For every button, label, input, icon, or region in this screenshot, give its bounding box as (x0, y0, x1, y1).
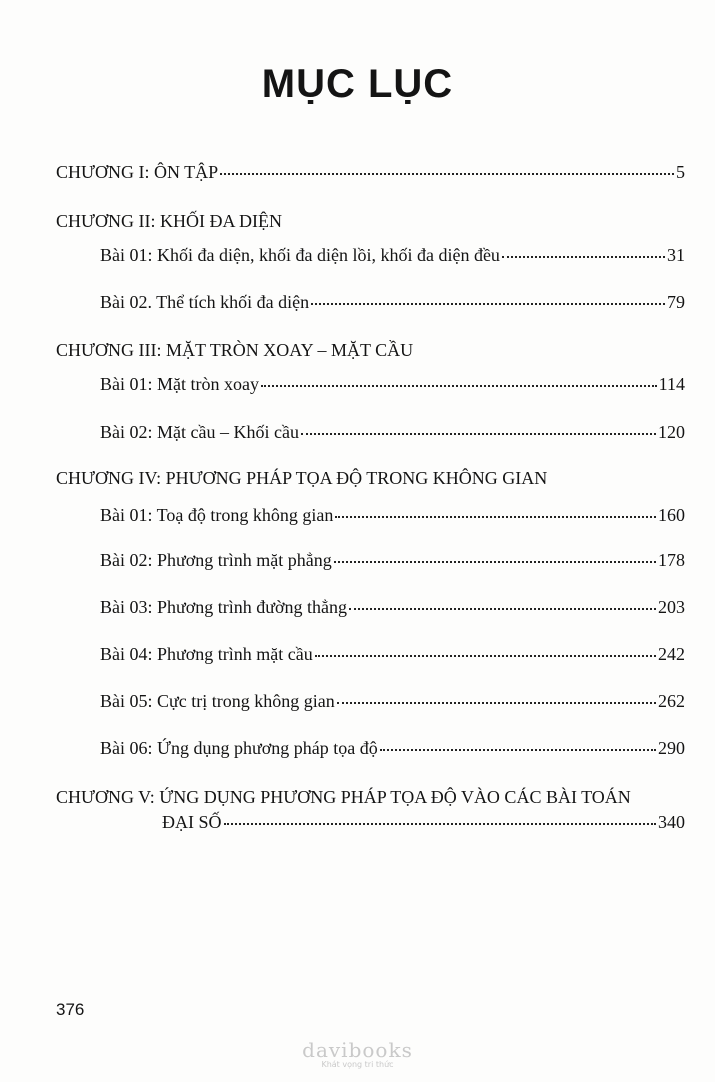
toc-entry-ch4-lesson-3 (100, 597, 685, 618)
toc-entry-ch3-lesson-2 (100, 422, 685, 443)
toc-entry-ch4-lesson-6 (100, 738, 685, 759)
toc-entry-page: 5 (676, 162, 685, 182)
dot-leader (301, 433, 656, 435)
toc-entry-chapter-5-continuation (162, 812, 685, 833)
dot-leader (220, 173, 674, 175)
toc-entry-label: ĐẠI SỐ (162, 812, 222, 832)
toc-entry-label: Bài 02: Phương trình mặt phẳng (100, 550, 332, 570)
dot-leader (311, 303, 665, 305)
toc-entry-page: 114 (658, 374, 685, 394)
toc-entry-label: Bài 01: Mặt tròn xoay (100, 374, 259, 394)
toc-entry-page: 120 (658, 422, 685, 442)
page-number: 376 (56, 1000, 85, 1019)
dot-leader (315, 655, 656, 657)
toc-entry-ch2-lesson-2 (100, 292, 685, 313)
dot-leader (380, 749, 656, 751)
chapter-4-heading: CHƯƠNG IV: PHƯƠNG PHÁP TỌA ĐỘ TRONG KHÔNG GIAN (56, 468, 548, 488)
dot-leader (334, 561, 656, 563)
watermark-tagline: Khát vọng tri thức (321, 1060, 394, 1069)
toc-entry-page: 203 (658, 597, 685, 617)
dot-leader (224, 823, 656, 825)
toc-entry-page: 242 (658, 644, 685, 664)
toc-entry-page: 160 (658, 505, 685, 525)
dot-leader (337, 702, 656, 704)
chapter-3-heading: CHƯƠNG III: MẶT TRÒN XOAY – MẶT CẦU (56, 340, 414, 360)
toc-entry-page: 178 (658, 550, 685, 570)
publisher-watermark (0, 1038, 715, 1069)
toc-entry-ch4-lesson-1 (100, 505, 685, 526)
toc-entry-ch4-lesson-5 (100, 691, 685, 712)
dot-leader (502, 256, 665, 258)
chapter-2-heading: CHƯƠNG II: KHỐI ĐA DIỆN (56, 211, 282, 231)
toc-entry-page: 262 (658, 691, 685, 711)
toc-entry-label: Bài 01: Toạ độ trong không gian (100, 505, 334, 525)
toc-entry-label: Bài 02. Thể tích khối đa diện (100, 292, 310, 312)
toc-entry-ch3-lesson-1 (100, 374, 685, 395)
toc-entry-label: Bài 05: Cực trị trong không gian (100, 691, 335, 711)
toc-entry-label: Bài 01: Khối đa diện, khối đa diện lồi, khối đa diện đều (100, 245, 500, 265)
toc-entry-label: Bài 02: Mặt cầu – Khối cầu (100, 422, 299, 442)
toc-entry-ch2-lesson-1 (100, 245, 685, 266)
toc-entry-page: 79 (667, 292, 685, 312)
page-title: MỤC LỤC (261, 62, 454, 106)
toc-entry-ch4-lesson-4 (100, 644, 685, 665)
chapter-5-heading: CHƯƠNG V: ỨNG DỤNG PHƯƠNG PHÁP TỌA ĐỘ VÀO CÁC BÀI TOÁN (56, 787, 631, 807)
toc-entry-ch4-lesson-2 (100, 550, 685, 571)
dot-leader (349, 608, 656, 610)
toc-entry-label: Bài 03: Phương trình đường thẳng (100, 597, 348, 617)
dot-leader (335, 516, 656, 518)
watermark-name: davibooks (302, 1038, 413, 1062)
toc-entry-label: Bài 06: Ứng dụng phương pháp tọa độ (100, 738, 378, 758)
toc-entry-label: CHƯƠNG I: ÔN TẬP (56, 162, 219, 182)
toc-entry-label: Bài 04: Phương trình mặt cầu (100, 644, 313, 664)
toc-entry-page: 290 (658, 738, 685, 758)
toc-entry-page: 340 (658, 812, 685, 832)
dot-leader (261, 385, 657, 387)
toc-entry-chapter-1 (56, 162, 685, 183)
toc-entry-page: 31 (667, 245, 685, 265)
